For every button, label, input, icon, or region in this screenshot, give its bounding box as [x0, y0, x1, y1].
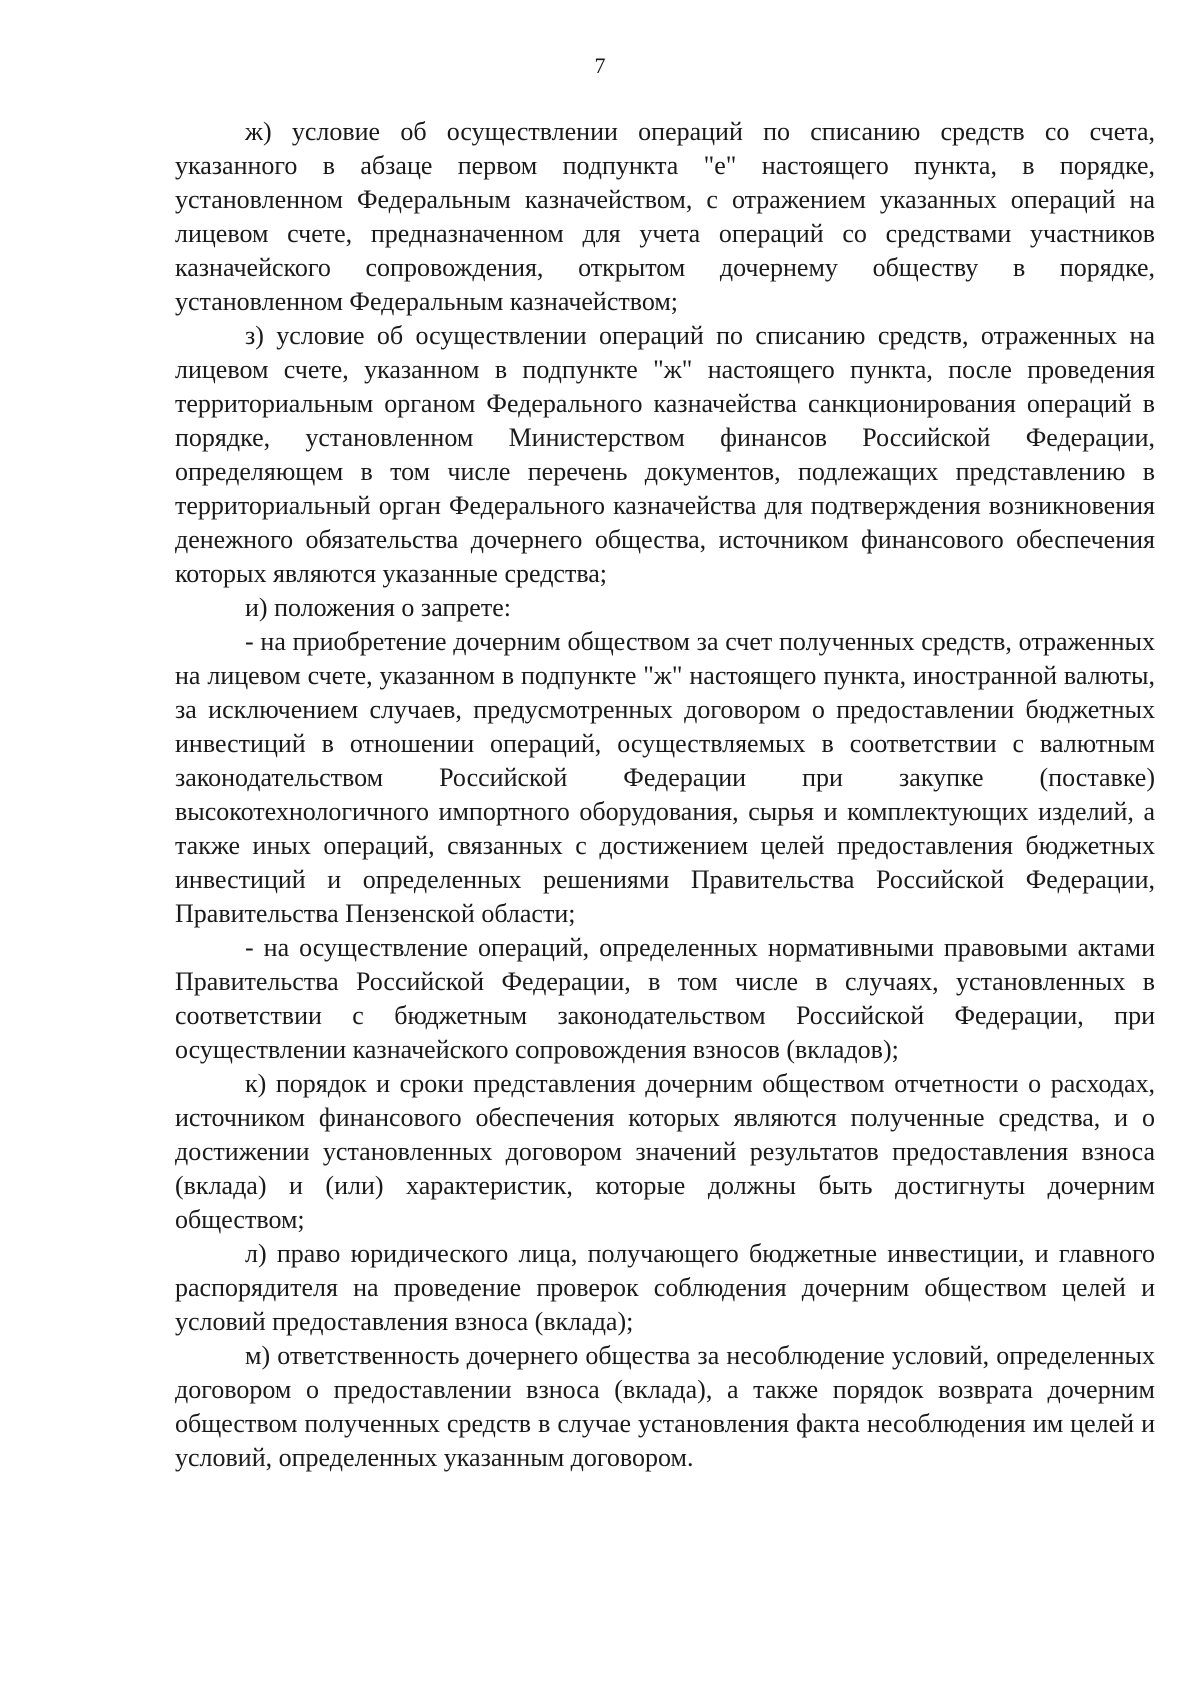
- paragraph-k: к) порядок и сроки представления дочерним обществом отчетности о расходах, источником финансового обеспечения которых являются полученные средства, и о достижении установленных договором значений результатов предоставления взноса (вклада) и (или) характеристик, которые должны быть достигнуты дочерним обществом;: [175, 1069, 1155, 1234]
- document-body: [175, 115, 1155, 1475]
- paragraph-zh: ж) условие об осуществлении операций по списанию средств со счета, указанного в абзаце первом подпункта "е" настоящего пункта, в порядке, установленном Федеральным казначейством, с отражением указанных операций на лицевом счете, предназначенном для учета операций со средствами участников казначейского сопровождения, открытом дочернему обществу в порядке, установленном Федеральным казначейством;: [175, 117, 1155, 316]
- paragraph-i-item-2: - на осуществление операций, определенных нормативными правовыми актами Правительства Российской Федерации, в том числе в случаях, установленных в соответствии с бюджетным законодательством Российской Федерации, при осуществлении казначейского сопровождения взносов (вкладов);: [175, 933, 1155, 1064]
- paragraph-l: л) право юридического лица, получающего бюджетные инвестиции, и главного распорядителя на проведение проверок соблюдения дочерним обществом целей и условий предоставления взноса (вклада);: [175, 1239, 1155, 1336]
- paragraph-i-item-1: - на приобретение дочерним обществом за счет полученных средств, отраженных на лицевом счете, указанном в подпункте "ж" настоящего пункта, иностранной валюты, за исключением случаев, предусмотренных договором о предоставлении бюджетных инвестиций в отношении операций, осуществляемых в соответствии с валютным законодательством Российской Федерации при закупке (поставке) высокотехнологичного импортного оборудования, сырья и комплектующих изделий, а также иных операций, связанных с достижением целей предоставления бюджетных инвестиций и определенных решениями Правительства Российской Федерации, Правительства Пензенской области;: [175, 627, 1155, 928]
- page-number: 7: [594, 53, 606, 78]
- paragraph-i: и) положения о запрете:: [245, 593, 511, 622]
- paragraph-z: з) условие об осуществлении операций по списанию средств, отраженных на лицевом счете, указанном в подпункте "ж" настоящего пункта, после проведения территориальным органом Федерального казначейства санкционирования операций в порядке, установленном Министерством финансов Российской Федерации, определяющем в том числе перечень документов, подлежащих представлению в территориальный орган Федерального казначейства для подтверждения возникновения денежного обязательства дочернего общества, источником финансового обеспечения которых являются указанные средства;: [175, 321, 1155, 588]
- paragraph-m: м) ответственность дочернего общества за несоблюдение условий, определенных договором о предоставлении взноса (вклада), а также порядок возврата дочерним обществом полученных средств в случае установления факта несоблюдения им целей и условий, определенных указанным договором.: [175, 1341, 1155, 1472]
